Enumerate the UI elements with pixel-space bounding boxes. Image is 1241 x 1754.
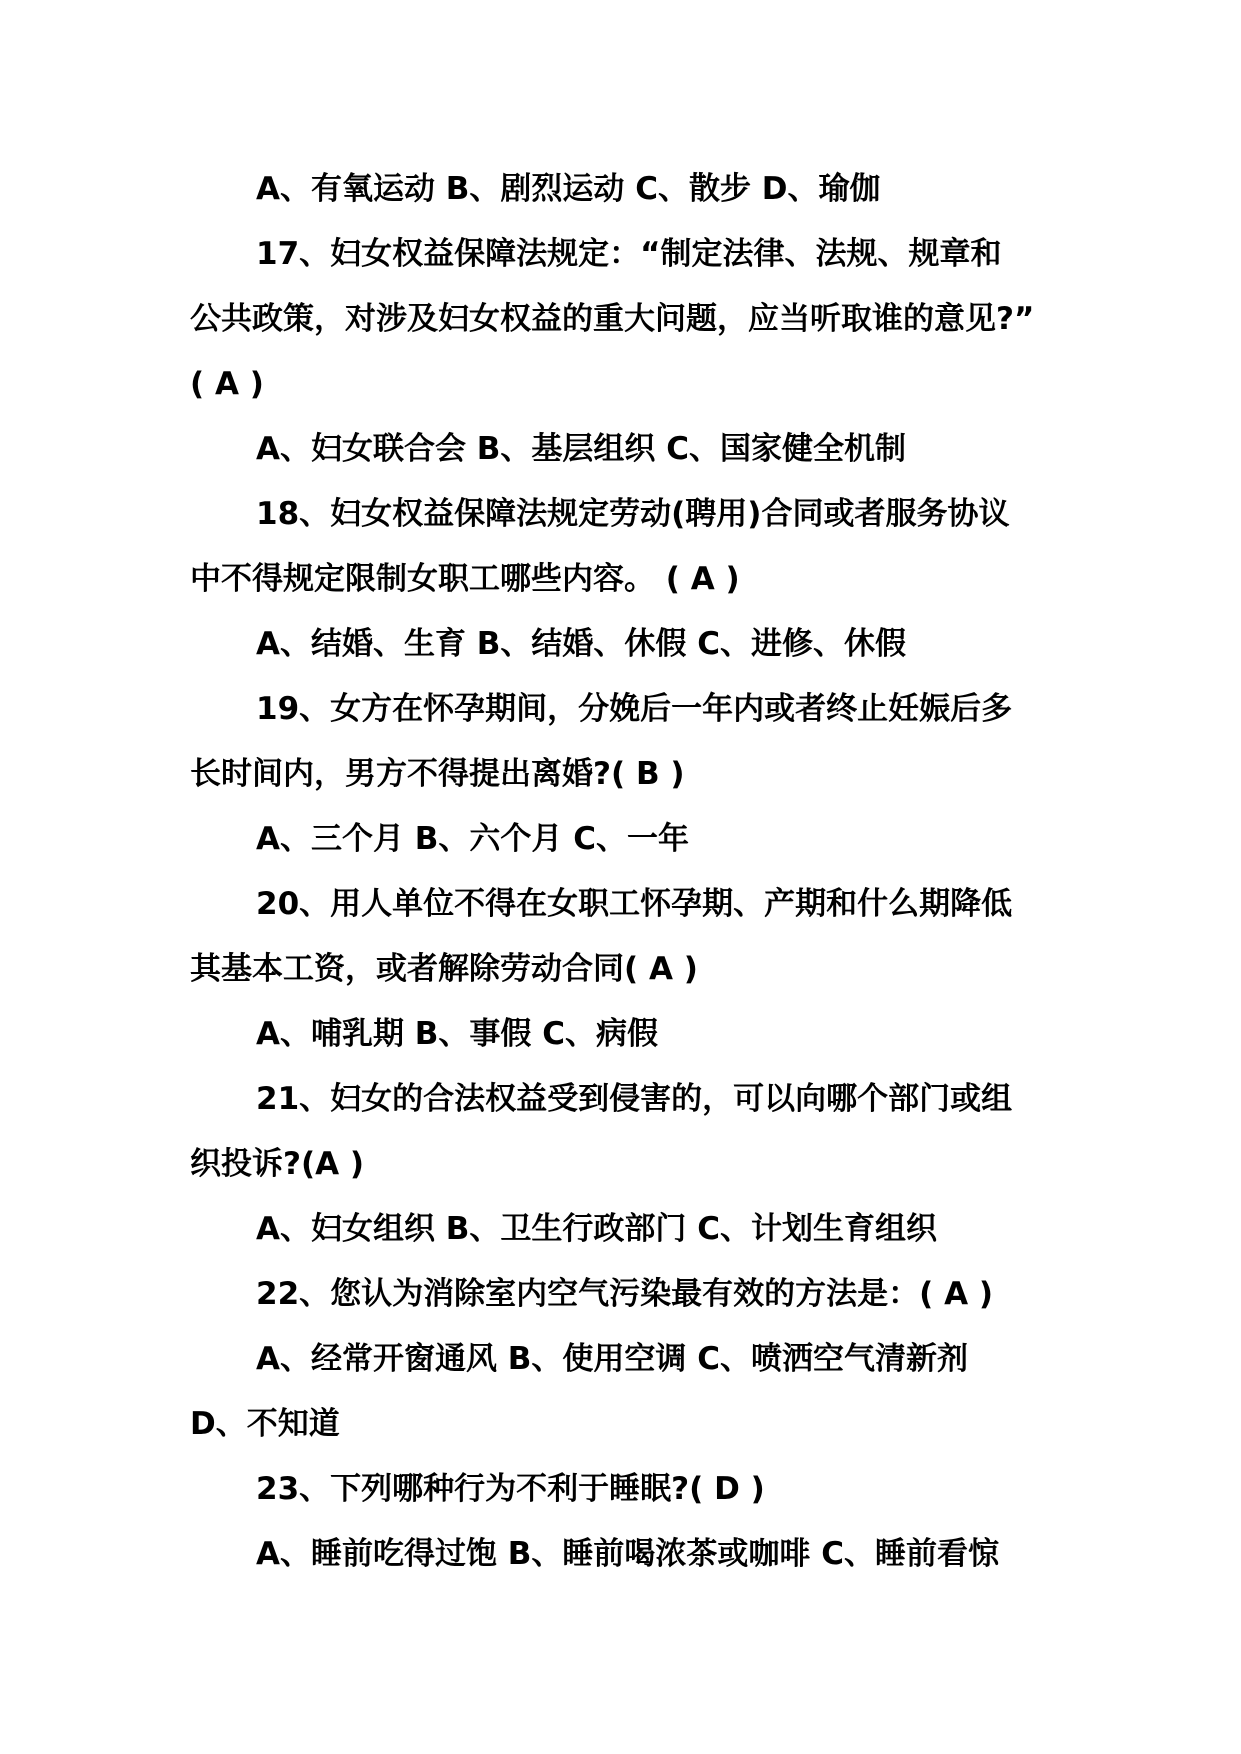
q17-options: A、妇女联合会 B、基层组织 C、国家健全机制 [256,431,906,467]
q22-options-line-2: D、不知道 [190,1406,340,1442]
q20-options: A、哺乳期 B、事假 C、病假 [256,1016,658,1052]
q21-options: A、妇女组织 B、卫生行政部门 C、计划生育组织 [256,1211,937,1247]
q21-question-line-1: 21、妇女的合法权益受到侵害的，可以向哪个部门或组 [256,1081,1013,1117]
q19-question-line-2: 长时间内，男方不得提出离婚?( B ) [190,756,685,792]
q17-question-line-1: 17、妇女权益保障法规定：“制定法律、法规、规章和 [256,236,1002,272]
q16-options: A、有氧运动 B、剧烈运动 C、散步 D、瑜伽 [256,171,881,207]
q20-question-line-2: 其基本工资，或者解除劳动合同( A ) [190,951,698,987]
q23-options: A、睡前吃得过饱 B、睡前喝浓茶或咖啡 C、睡前看惊 [256,1536,999,1572]
q20-question-line-1: 20、用人单位不得在女职工怀孕期、产期和什么期降低 [256,886,1013,922]
q19-question-line-1: 19、女方在怀孕期间，分娩后一年内或者终止妊娠后多 [256,691,1013,727]
q19-options: A、三个月 B、六个月 C、一年 [256,821,689,857]
q18-question-line-1: 18、妇女权益保障法规定劳动(聘用)合同或者服务协议 [256,496,1010,532]
q18-question-line-2: 中不得规定限制女职工哪些内容。 ( A ) [190,561,740,597]
q22-question: 22、您认为消除室内空气污染最有效的方法是：( A ) [256,1276,994,1312]
q21-question-line-2: 织投诉?(A ) [190,1146,365,1182]
q23-question: 23、下列哪种行为不利于睡眠?( D ) [256,1471,765,1507]
q22-options-line-1: A、经常开窗通风 B、使用空调 C、喷洒空气清新剂 [256,1341,968,1377]
q18-options: A、结婚、生育 B、结婚、休假 C、进修、休假 [256,626,906,662]
document-body [190,157,1060,1587]
q17-question-line-2: 公共政策，对涉及妇女权益的重大问题，应当听取谁的意见?” [190,301,1035,337]
q17-answer: ( A ) [190,366,264,402]
